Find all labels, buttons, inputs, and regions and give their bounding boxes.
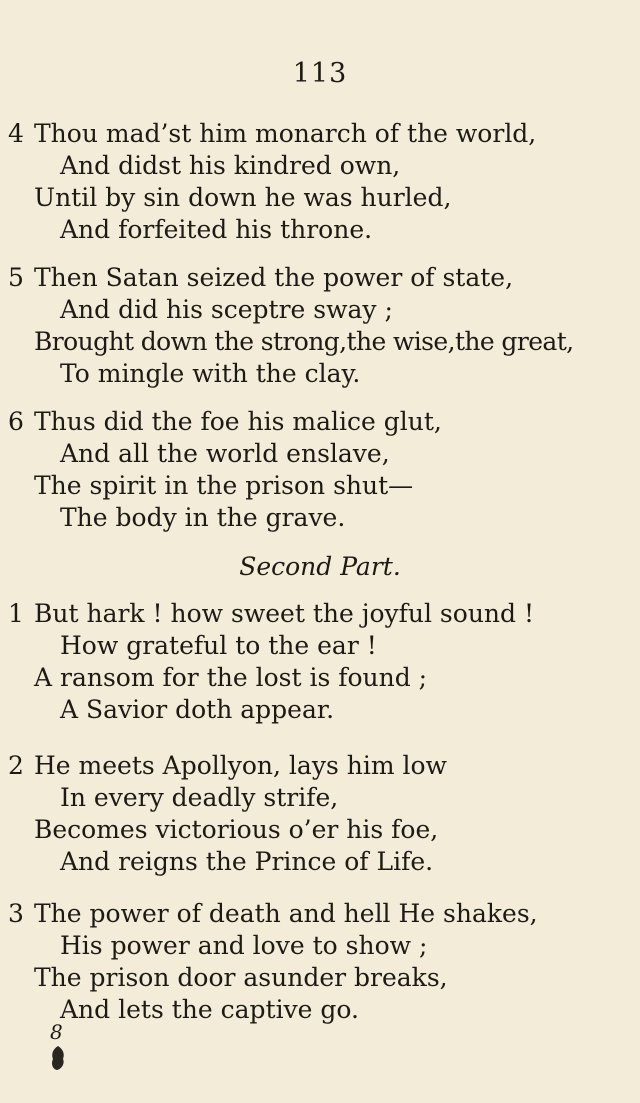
stanza-number: 2: [8, 751, 24, 780]
stanza-line: 6 Thus did the foe his malice glut,: [8, 407, 442, 436]
stanza-line: Until by sin down he was hurled,: [34, 183, 452, 212]
stanza-line: 3 The power of death and hell He shakes,: [8, 899, 538, 928]
stanza-line: And forfeited his throne.: [60, 215, 373, 244]
ink-blot-icon: [50, 1045, 66, 1071]
stanza-line: A ransom for the lost is found ;: [34, 663, 428, 692]
stanza-number: 1: [8, 599, 24, 628]
stanza-line: 2 He meets Apollyon, lays him low: [8, 751, 447, 780]
stanza-line: His power and love to show ;: [60, 931, 428, 960]
stanza-2-2: [8, 750, 447, 878]
stanza-6: [8, 406, 442, 534]
stanza-line: How grateful to the ear !: [60, 631, 377, 660]
stanza-line: And did his sceptre sway ;: [60, 295, 393, 324]
stanza-line: The prison door asunder breaks,: [34, 963, 448, 992]
stanza-2-1: [8, 598, 534, 726]
stanza-line: And reigns the Prince of Life.: [60, 847, 434, 876]
stanza-number: 6: [8, 407, 24, 436]
stanza-line: A Savior doth appear.: [60, 695, 335, 724]
stanza-line: And all the world enslave,: [60, 439, 390, 468]
part-heading: Second Part.: [239, 552, 401, 581]
stanza-line: 1 But hark ! how sweet the joyful sound !: [8, 599, 535, 628]
stanza-4: [8, 118, 536, 246]
stanza-line: 5 Then Satan seized the power of state,: [8, 263, 514, 292]
signature-mark: 8: [50, 1020, 63, 1044]
stanza-line: To mingle with the clay.: [60, 359, 361, 388]
stanza-line: Becomes victorious o’er his foe,: [34, 815, 439, 844]
stanza-line: The body in the grave.: [60, 503, 346, 532]
stanza-line: And lets the captive go.: [60, 995, 359, 1024]
stanza-line: And didst his kindred own,: [60, 151, 401, 180]
stanza-5: [8, 262, 573, 390]
stanza-line: In every deadly strife,: [60, 783, 339, 812]
stanza-number: 4: [8, 119, 24, 148]
stanza-line: The spirit in the prison shut—: [34, 471, 414, 500]
stanza-number: 5: [8, 263, 24, 292]
stanza-number: 3: [8, 899, 24, 928]
stanza-2-3: [8, 898, 538, 1026]
stanza-line: 4 Thou mad’st him monarch of the world,: [8, 119, 537, 148]
page-number: 113: [292, 58, 348, 89]
stanza-line: Brought down the strong,the wise,the great,: [34, 327, 574, 356]
